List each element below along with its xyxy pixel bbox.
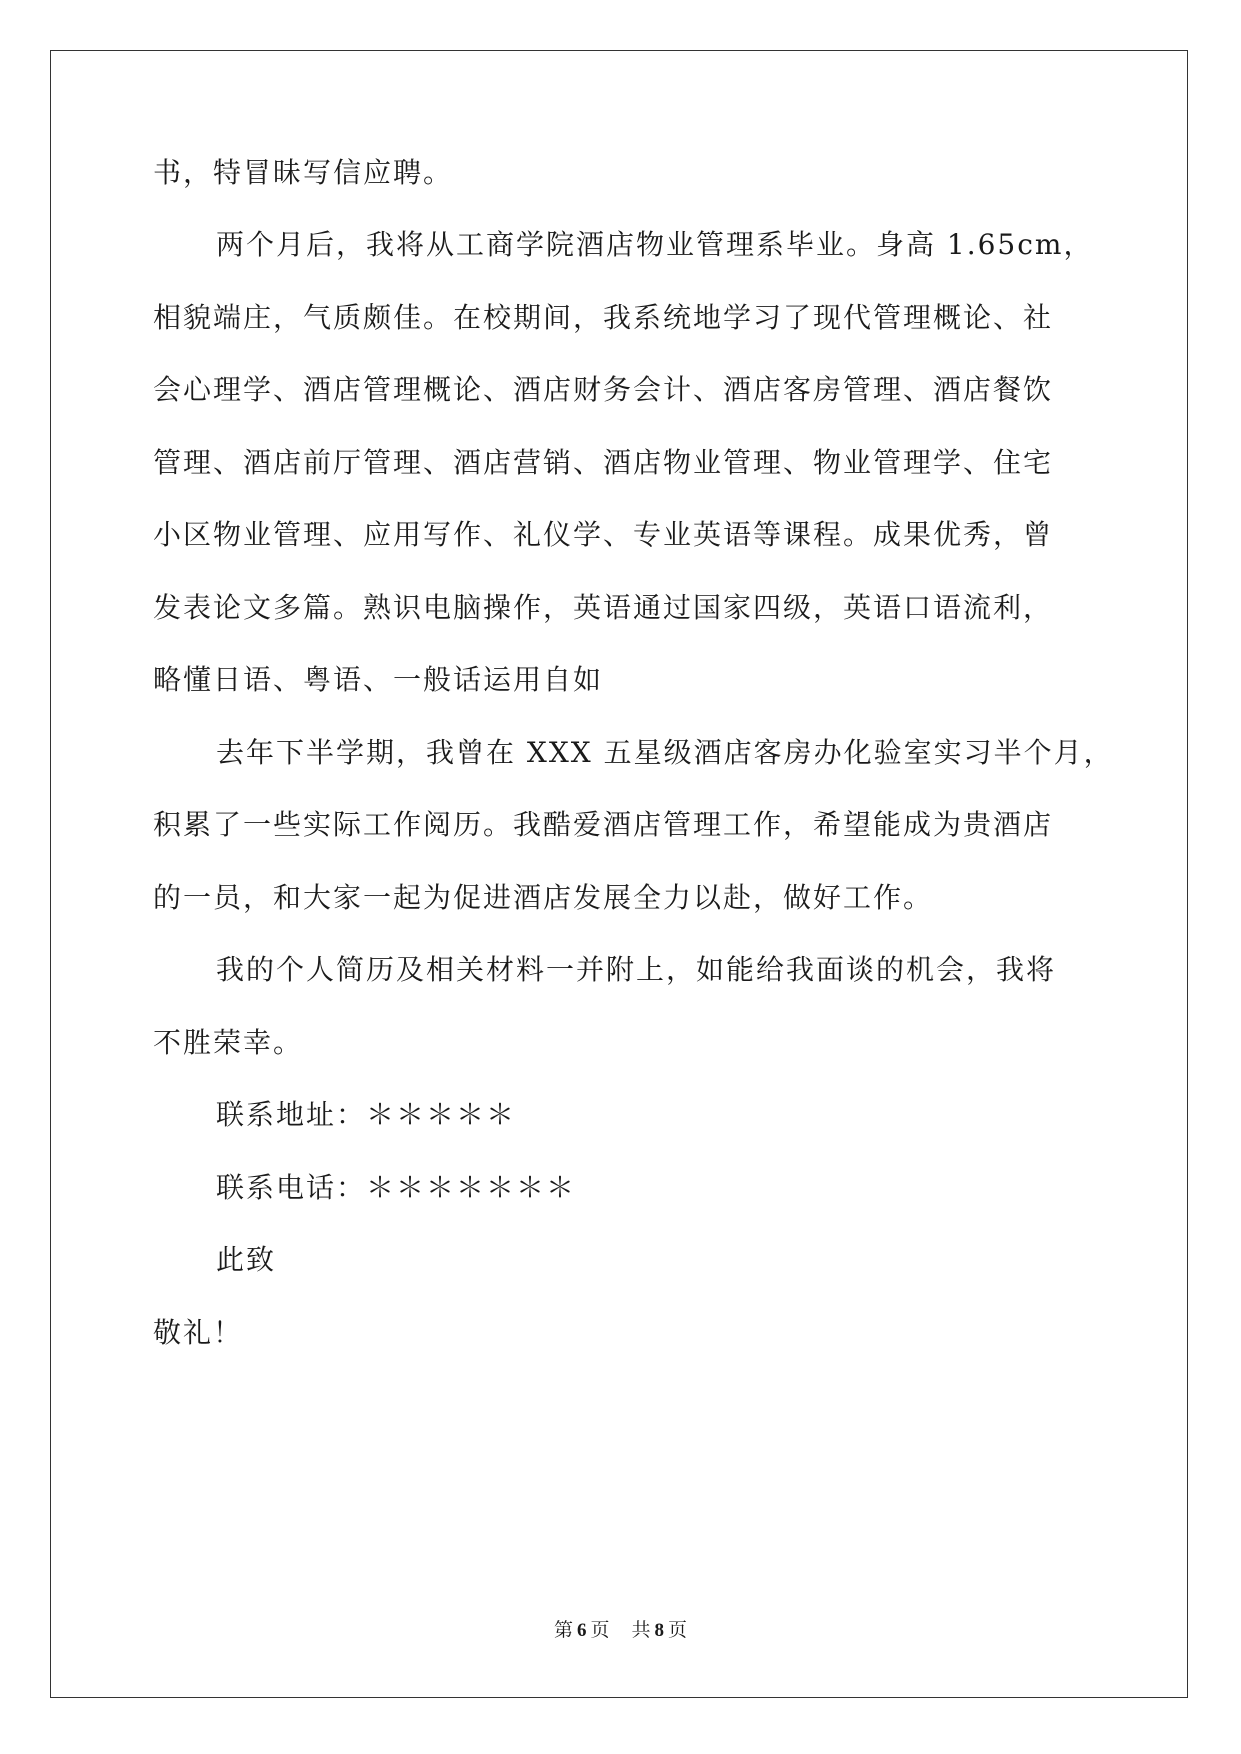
page-suffix: 页 xyxy=(590,1619,610,1641)
page-footer xyxy=(0,1618,1241,1643)
body-line-5: 管理、酒店前厅管理、酒店营销、酒店物业管理、物业管理学、住宅 xyxy=(153,446,1054,479)
page-current: 6 xyxy=(576,1620,587,1641)
closing-salute: 敬礼！ xyxy=(153,1316,244,1349)
total-prefix: 共 xyxy=(631,1619,651,1641)
page-total: 8 xyxy=(654,1620,665,1641)
total-suffix: 页 xyxy=(668,1619,688,1641)
body-line-10: 积累了一些实际工作阅历。我酷爱酒店管理工作，希望能成为贵酒店 xyxy=(153,808,1054,841)
body-line-3: 相貌端庄，气质颇佳。在校期间，我系统地学习了现代管理概论、社 xyxy=(153,301,1054,334)
contact-address: 联系地址：＊＊＊＊＊ xyxy=(216,1098,517,1131)
body-line-12: 我的个人简历及相关材料一并附上，如能给我面谈的机会，我将 xyxy=(216,953,1057,986)
body-line-8: 略懂日语、粤语、一般话运用自如 xyxy=(153,663,604,696)
page-prefix: 第 xyxy=(553,1619,573,1641)
closing-greeting: 此致 xyxy=(216,1243,277,1276)
body-line-2: 两个月后，我将从工商学院酒店物业管理系毕业。身高 1.65cm， xyxy=(216,228,1094,261)
contact-phone: 联系电话：＊＊＊＊＊＊＊ xyxy=(216,1171,577,1204)
body-line-6: 小区物业管理、应用写作、礼仪学、专业英语等课程。成果优秀，曾 xyxy=(153,518,1054,551)
body-line-9: 去年下半学期，我曾在 XXX 五星级酒店客房办化验室实习半个月， xyxy=(216,736,1114,769)
body-line-13: 不胜荣幸。 xyxy=(153,1026,304,1059)
body-line-11: 的一员，和大家一起为促进酒店发展全力以赴，做好工作。 xyxy=(153,881,934,914)
body-line-4: 会心理学、酒店管理概论、酒店财务会计、酒店客房管理、酒店餐饮 xyxy=(153,373,1054,406)
body-line-7: 发表论文多篇。熟识电脑操作，英语通过国家四级，英语口语流利， xyxy=(153,591,1054,624)
body-line-1: 书，特冒昧写信应聘。 xyxy=(153,156,454,189)
